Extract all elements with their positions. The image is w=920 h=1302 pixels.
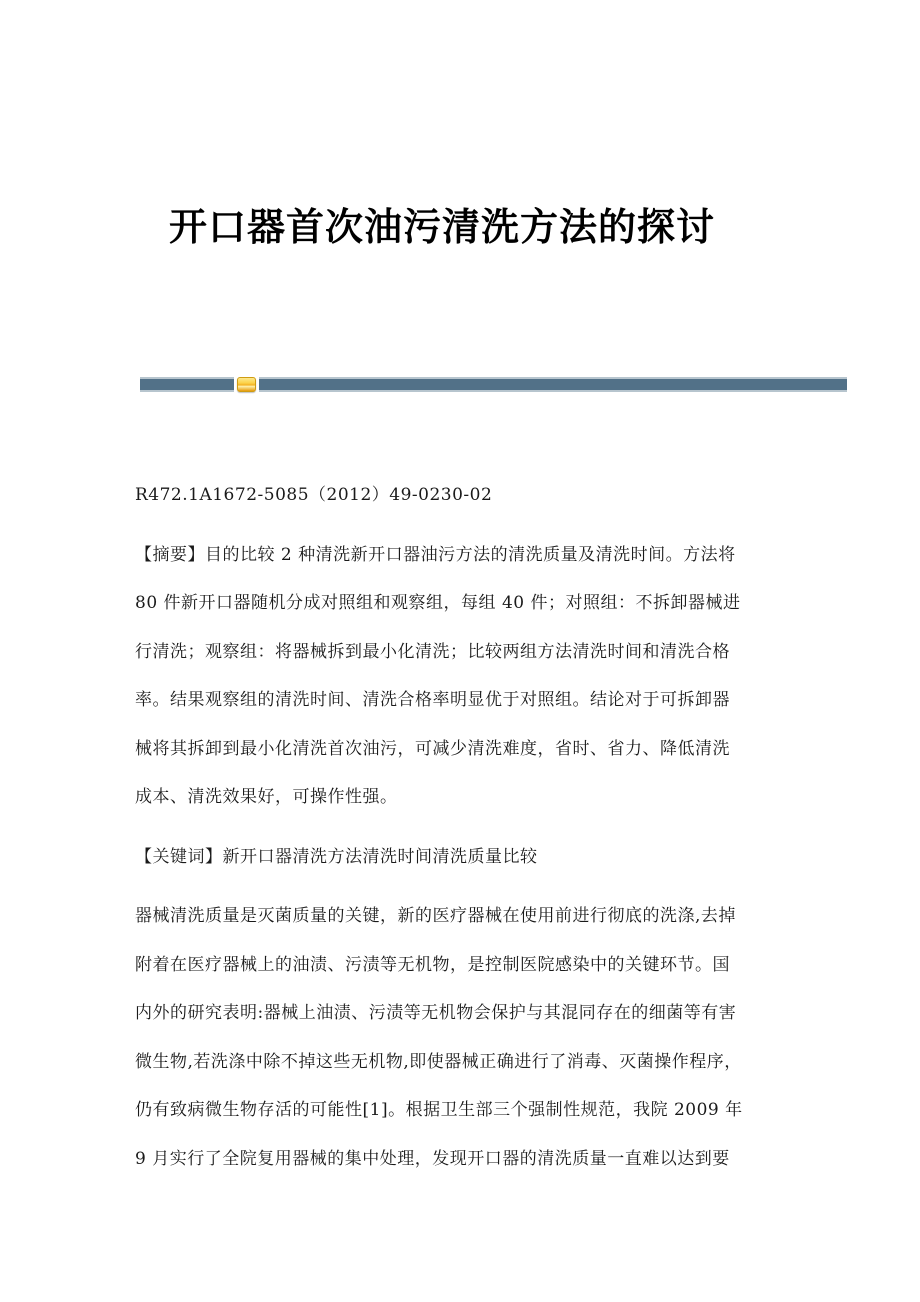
- text-line: 内外的研究表明:器械上油渍、污渍等无机物会保护与其混同存在的细菌等有害: [135, 1003, 737, 1023]
- page-title: 开口器首次油污清洗方法的探讨: [168, 204, 715, 249]
- text-line: 9 月实行了全院复用器械的集中处理，发现开口器的清洗质量一直难以达到要: [135, 1148, 730, 1169]
- text-line: R472.1A1672-5085（2012）49-0230-02: [135, 485, 493, 505]
- paragraph-article-number: [135, 471, 795, 520]
- text-line: 【摘要】目的比较 2 种清洗新开口器油污方法的清洗质量及清洗时间。方法将: [135, 544, 736, 565]
- divider-bar-right: [259, 377, 847, 392]
- text-line: 成本、清洗效果好，可操作性强。: [135, 787, 398, 807]
- text-line: 行清洗；观察组：将器械拆到最小化清洗；比较两组方法清洗时间和清洗合格: [135, 641, 730, 662]
- text-line: 80 件新开口器随机分成对照组和观察组，每组 40 件；对照组：不拆卸器械进: [135, 593, 741, 613]
- paragraph-abstract: [135, 531, 795, 822]
- text-line: 械将其拆卸到最小化清洗首次油污，可减少清洗难度，省时、省力、降低清洗: [135, 738, 730, 759]
- gold-button-icon: [237, 377, 256, 392]
- text-line: 率。结果观察组的清洗时间、清洗合格率明显优于对照组。结论对于可拆卸器: [135, 690, 730, 710]
- divider-bar-left: [140, 377, 234, 392]
- text-line: 仍有致病微生物存活的可能性[1]。根据卫生部三个强制性规范，我院 2009 年: [135, 1100, 743, 1120]
- text-line: 【关键词】新开口器清洗方法清洗时间清洗质量比较: [135, 846, 538, 867]
- text-line: 器械清洗质量是灭菌质量的关键，新的医疗器械在使用前进行彻底的洗涤,去掉: [135, 906, 736, 926]
- paragraph-introduction: [135, 892, 795, 1183]
- text-line: 附着在医疗器械上的油渍、污渍等无机物，是控制医院感染中的关键环节。国: [135, 954, 730, 975]
- paragraph-keywords: [135, 833, 795, 882]
- document-body: [135, 471, 795, 1183]
- title-divider: [140, 377, 847, 392]
- text-line: 微生物,若洗涤中除不掉这些无机物,即使器械正确进行了消毒、灭菌操作程序，: [135, 1051, 742, 1072]
